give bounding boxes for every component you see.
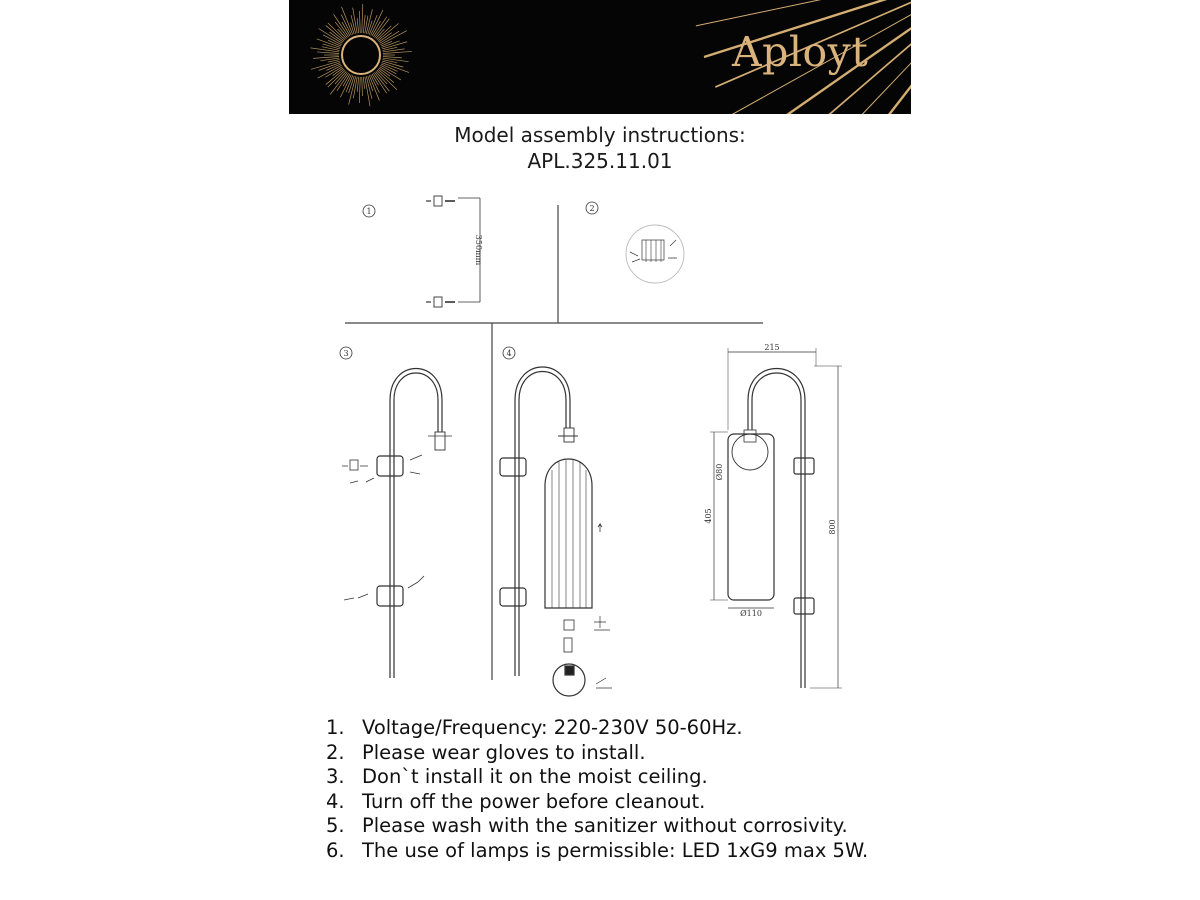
instruction-item: 2. Please wear gloves to install. <box>326 740 646 764</box>
instruction-item: 4. Turn off the power before cleanout. <box>326 789 706 813</box>
title-heading: Model assembly instructions: <box>454 123 746 147</box>
dimension-view <box>704 343 842 688</box>
height-label: 800 <box>828 519 837 535</box>
step4-shade-installation <box>500 367 612 696</box>
step1-wall-brackets <box>426 196 483 307</box>
page-title <box>0 122 1200 174</box>
step3-frame-mounting <box>342 369 452 679</box>
step-number-4 <box>503 347 515 359</box>
svg-text:3: 3 <box>343 349 349 358</box>
shade-bottom-diameter-label: Ø110 <box>740 609 762 618</box>
panel-dividers <box>345 205 763 680</box>
instruction-item: 3. Don`t install it on the moist ceiling. <box>326 765 708 789</box>
instruction-item: 5. Please wash with the sanitizer without corrosivity. <box>326 814 848 838</box>
instructions-list <box>326 716 868 864</box>
sun-icon <box>342 36 380 74</box>
shade-height-label: 405 <box>704 508 713 524</box>
shade-top-diameter-label: Ø80 <box>715 463 724 481</box>
brand-banner <box>289 0 911 114</box>
step-number-1 <box>363 205 375 217</box>
svg-text:4: 4 <box>506 349 512 358</box>
mount-spacing-label: 350mm <box>474 234 483 266</box>
svg-text:2: 2 <box>589 204 595 213</box>
step-number-2 <box>586 202 598 214</box>
instruction-item: 1. Voltage/Frequency: 220-230V 50-60Hz. <box>326 716 743 739</box>
brand-logo-text: Aployt <box>732 28 869 76</box>
step2-detail-view <box>626 225 684 283</box>
width-label: 215 <box>764 343 780 352</box>
model-number: APL.325.11.01 <box>527 149 673 173</box>
assembly-diagram <box>330 190 870 700</box>
svg-text:1: 1 <box>366 207 372 216</box>
instruction-item: 6. The use of lamps is permissible: LED 1xG9 max 5W. <box>326 838 869 862</box>
step-number-3 <box>340 347 352 359</box>
